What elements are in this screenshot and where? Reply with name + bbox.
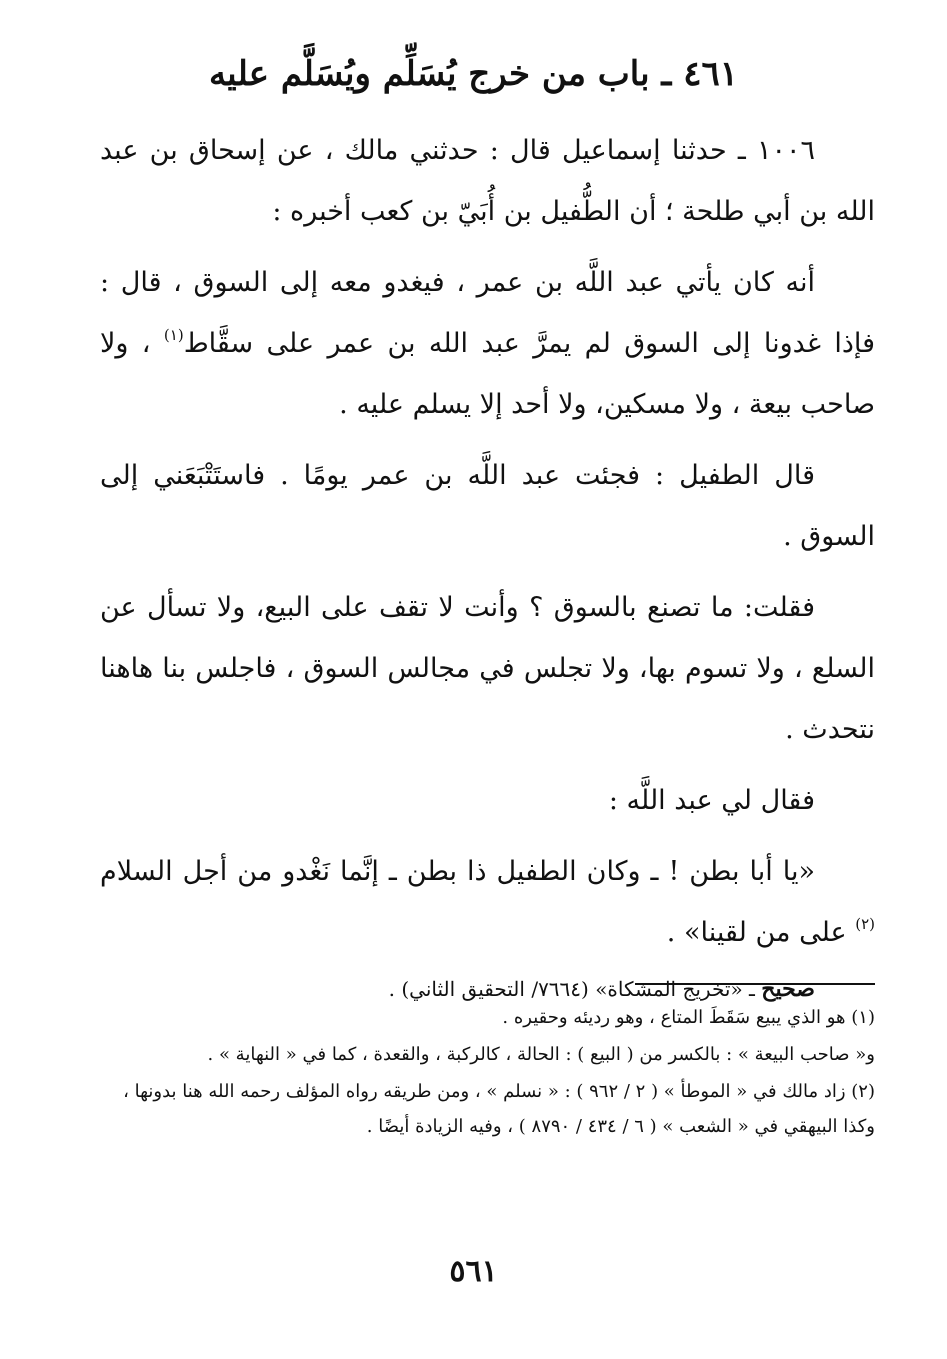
footnote-separator [635, 983, 875, 985]
page-number: ٥٦١ [449, 1254, 498, 1289]
hadith-paragraph-4: فقال لي عبد اللَّه : [608, 785, 815, 816]
chapter-title: ٤٦١ ـ باب من خرج يُسَلِّم ويُسَلَّم عليه [208, 54, 739, 94]
footnotes [100, 1000, 875, 1144]
footnote-2: (٢) زاد مالك في « الموطأ » ( ٢ / ٩٦٢ ) : « نسلم » ، ومن طريقه رواه المؤلف رحمه الله هنا بدونها ، وكذا البيهقي في « الشعب » ( ٦ / ٤٣٤ / ٨٧٩٠ ) ، وفيه الزيادة أيضًا . [123, 1081, 875, 1137]
footnote-1-note: و« صاحب البيعة » : بالكسر من ( البيع ) : الحالة ، كالركبة ، والقعدة ، كما في « النهاية » . [207, 1044, 875, 1065]
grade-label: صحيح [761, 976, 815, 1002]
hadith-text [100, 120, 875, 1011]
hadith-paragraph-2: قال الطفيل : فجئت عبد اللَّه بن عمر يومًا . فاستَتْبَعَني إلى السوق . [100, 460, 875, 552]
hadith-paragraph-3: فقلت: ما تصنع بالسوق ؟ وأنت لا تقف على البيع، ولا تسأل عن السلع ، ولا تسوم بها، ولا تجلس في مجالس السوق ، فاجلس بنا هاهنا نتحدث . [100, 592, 875, 745]
hadith-paragraph-1-text: أنه كان يأتي عبد اللَّه بن عمر ، فيغدو معه إلى السوق ، قال : فإذا غدونا إلى السوق لم يمرَّ عبد الله بن عمر على سقَّاط [100, 267, 875, 359]
hadith-paragraph-1 [100, 252, 875, 435]
hadith-paragraph-5-cont: على من لقينا» . [666, 917, 847, 948]
grade-reference: ـ «تخريج المشكاة» (٧٦٦٤/ التحقيق الثاني) . [388, 977, 755, 1001]
footnote-ref-2: (٢) [855, 915, 875, 933]
footnote-ref-1: (١) [163, 326, 184, 344]
hadith-paragraph-5 [100, 841, 875, 963]
hadith-paragraph-1-cont: ، ولا صاحب بيعة ، ولا مسكين، ولا أحد إلا يسلم عليه . [100, 328, 875, 420]
hadith-isnad: ١٠٠٦ ـ حدثنا إسماعيل قال : حدثني مالك ، عن إسحاق بن عبد الله بن أبي طلحة ؛ أن الطُّفيل بن أُبَيّ بن كعب أخبره : [100, 135, 875, 227]
hadith-paragraph-5-text: «يا أبا بطن ! ـ وكان الطفيل ذا بطن ـ إنَّما نَغْدو من أجل السلام [100, 856, 815, 887]
footnote-1: (١) هو الذي يبيع سَقَطَ المتاع ، وهو رديئه وحقيره . [502, 1007, 875, 1028]
